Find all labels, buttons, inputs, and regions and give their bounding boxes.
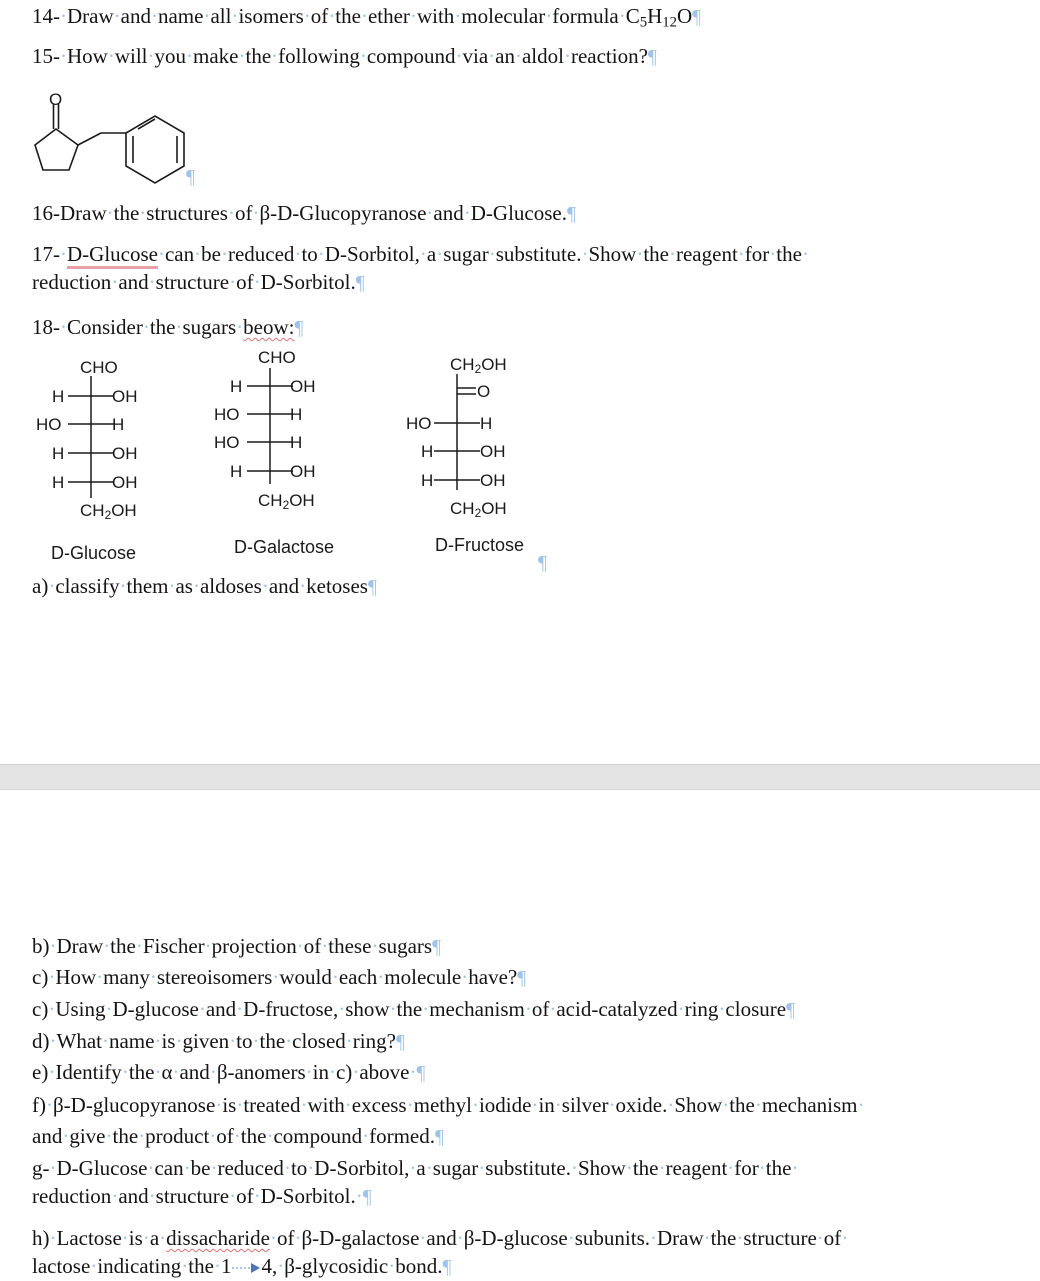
space-mark: · bbox=[305, 1060, 313, 1084]
space-mark: · bbox=[215, 1093, 223, 1117]
space-mark: · bbox=[488, 44, 496, 68]
pilcrow-mark: ¶ bbox=[647, 46, 657, 68]
space-mark: · bbox=[252, 201, 260, 225]
space-mark: · bbox=[119, 574, 127, 598]
pilcrow-mark: ¶ bbox=[186, 166, 196, 188]
space-mark: · bbox=[48, 965, 56, 989]
space-mark: · bbox=[307, 1156, 315, 1180]
space-mark: · bbox=[238, 44, 246, 68]
space-mark: · bbox=[271, 44, 279, 68]
ketone-oxygen-label: O bbox=[49, 90, 63, 109]
space-mark: · bbox=[737, 242, 745, 266]
space-mark: · bbox=[142, 1226, 150, 1250]
space-mark: · bbox=[231, 4, 239, 28]
space-mark: · bbox=[227, 201, 235, 225]
space-mark: · bbox=[261, 574, 269, 598]
fructose-c4-right: OH bbox=[480, 442, 506, 461]
space-mark: · bbox=[277, 1254, 285, 1278]
space-mark: · bbox=[269, 1226, 277, 1250]
part-f-line-1: f)·β-D-glucopyranose·is·treated·with·excess·methyl·iodide·in·silver·oxide.·Show·the·mechanism· bbox=[32, 1093, 865, 1117]
space-mark: · bbox=[422, 997, 430, 1021]
spelling-flag: beow: bbox=[243, 315, 295, 339]
space-mark: · bbox=[96, 965, 104, 989]
space-mark: · bbox=[454, 4, 462, 28]
space-mark: · bbox=[352, 1060, 360, 1084]
space-mark: · bbox=[49, 934, 57, 958]
space-mark: · bbox=[210, 1156, 218, 1180]
space-mark: · bbox=[317, 242, 325, 266]
space-mark: · bbox=[48, 997, 56, 1021]
space-mark: · bbox=[181, 1254, 189, 1278]
space-mark: · bbox=[331, 965, 339, 989]
space-mark: · bbox=[229, 1029, 237, 1053]
glucose-c5-right: OH bbox=[112, 473, 138, 492]
space-mark: · bbox=[344, 1093, 352, 1117]
space-mark: · bbox=[236, 997, 244, 1021]
part-h-line-1: h)·Lactose·is·a·dissacharide·of·β-D-galactose·and·β-D-glucose·subunits.·Draw·the·structure·of· bbox=[32, 1226, 849, 1250]
space-mark: · bbox=[455, 44, 463, 68]
space-mark: · bbox=[425, 1156, 433, 1180]
space-mark: · bbox=[48, 574, 56, 598]
space-mark: · bbox=[791, 1156, 799, 1180]
space-mark: · bbox=[736, 1226, 744, 1250]
space-mark: · bbox=[142, 315, 150, 339]
space-mark: · bbox=[105, 1124, 113, 1148]
space-mark: · bbox=[303, 4, 311, 28]
question-18: 18-·Consider·the·sugars·beow:¶ bbox=[32, 315, 304, 339]
space-mark: · bbox=[563, 44, 571, 68]
space-mark: · bbox=[345, 1029, 353, 1053]
space-mark: · bbox=[625, 1156, 633, 1180]
space-mark: · bbox=[841, 1226, 849, 1250]
space-mark: · bbox=[294, 242, 302, 266]
galactose-name: D-Galactose bbox=[234, 537, 335, 557]
fructose-c3-left: HO bbox=[406, 414, 432, 433]
space-mark: · bbox=[461, 965, 469, 989]
space-mark: · bbox=[514, 44, 522, 68]
question-15: 15-·How·will·you·make·the·following·compound·via·an·aldol·reaction?¶ bbox=[32, 44, 657, 68]
space-mark: · bbox=[426, 201, 434, 225]
space-mark: · bbox=[388, 1254, 396, 1278]
galactose-c2-left: H bbox=[230, 377, 243, 396]
pilcrow-mark: ¶ bbox=[442, 1256, 452, 1278]
space-mark: · bbox=[328, 1060, 336, 1084]
glucose-bottom: $CH_2OH$ bbox=[80, 501, 137, 522]
space-mark: · bbox=[524, 997, 532, 1021]
space-mark: · bbox=[549, 997, 557, 1021]
space-mark: · bbox=[296, 934, 304, 958]
space-mark: · bbox=[209, 1124, 217, 1148]
space-mark: · bbox=[328, 4, 336, 28]
space-mark: · bbox=[236, 1093, 244, 1117]
space-mark: · bbox=[371, 934, 379, 958]
galactose-c3-right: H bbox=[290, 405, 303, 424]
space-mark: · bbox=[101, 1029, 109, 1053]
page-break-divider bbox=[0, 764, 1040, 790]
space-mark: · bbox=[150, 4, 158, 28]
glucose-c3-right: H bbox=[112, 415, 125, 434]
space-mark: · bbox=[554, 1093, 562, 1117]
space-mark: · bbox=[703, 1226, 711, 1250]
galactose-top: CHO bbox=[258, 348, 296, 367]
part-g-line-2: reduction·and·structure·of·D-Sorbitol.·¶ bbox=[32, 1184, 372, 1208]
galactose-c5-right: OH bbox=[290, 462, 316, 481]
glucose-c4-right: OH bbox=[112, 444, 138, 463]
space-mark: · bbox=[154, 1060, 162, 1084]
space-mark: · bbox=[545, 4, 553, 28]
space-mark: · bbox=[355, 1184, 363, 1208]
space-mark: · bbox=[321, 934, 329, 958]
galactose-bottom: $CH_2OH$ bbox=[258, 491, 315, 512]
space-mark: · bbox=[154, 1029, 162, 1053]
pilcrow-mark: ¶ bbox=[538, 552, 548, 574]
space-mark: · bbox=[229, 1184, 237, 1208]
question-14: $14-\cdot Draw\cdot and\cdot name\cdot all\cdot isomers\cdot of\cdot the\cdot ether\cdot with\cdot molecular\cdot formula\cdot C_5H_{12}O\P$ bbox=[32, 4, 702, 31]
space-mark: · bbox=[801, 242, 809, 266]
question-16: 16-Draw·the·structures·of·β-D-Glucopyranose·and·D-Glucose.¶ bbox=[32, 201, 577, 225]
space-mark: · bbox=[677, 997, 685, 1021]
space-mark: · bbox=[148, 1184, 156, 1208]
pilcrow-mark: ¶ bbox=[517, 967, 527, 989]
part-e: e)·Identify·the·α·and·β-anomers·in·c)·above·¶ bbox=[32, 1060, 426, 1084]
space-mark: · bbox=[186, 44, 194, 68]
space-mark: · bbox=[252, 1029, 260, 1053]
space-mark: · bbox=[203, 4, 211, 28]
pilcrow-mark: ¶ bbox=[432, 936, 442, 958]
space-mark: · bbox=[769, 242, 777, 266]
space-mark: · bbox=[758, 1156, 766, 1180]
pilcrow-mark: ¶ bbox=[435, 1126, 445, 1148]
fructose-c5-left: H bbox=[421, 471, 434, 490]
space-mark: · bbox=[62, 1124, 70, 1148]
part-c1: c)·How·many·stereoisomers·would·each·molecule·have?¶ bbox=[32, 965, 527, 989]
galactose-c3-left: HO bbox=[214, 405, 240, 424]
space-mark: · bbox=[436, 242, 444, 266]
space-mark: · bbox=[60, 242, 67, 266]
space-mark: · bbox=[48, 1060, 56, 1084]
glucose-name: D-Glucose bbox=[51, 543, 137, 563]
space-mark: · bbox=[60, 44, 67, 68]
space-mark: · bbox=[471, 1093, 479, 1117]
glucose-c5-left: H bbox=[52, 473, 65, 492]
space-mark: · bbox=[463, 201, 471, 225]
space-mark: · bbox=[46, 1093, 53, 1117]
space-mark: · bbox=[105, 997, 113, 1021]
space-mark: · bbox=[168, 574, 176, 598]
galactose-c5-left: H bbox=[230, 462, 243, 481]
galactose-c4-right: H bbox=[290, 433, 303, 452]
space-mark: · bbox=[113, 4, 121, 28]
space-mark: · bbox=[718, 997, 726, 1021]
glucose-c3-left: HO bbox=[36, 415, 62, 434]
space-mark: · bbox=[294, 1226, 302, 1250]
space-mark: · bbox=[567, 1226, 575, 1250]
glucose-c2-right: OH bbox=[112, 387, 138, 406]
space-mark: · bbox=[149, 965, 157, 989]
arrow-icon bbox=[231, 1261, 261, 1275]
fructose-c4-left: H bbox=[421, 442, 434, 461]
space-mark: · bbox=[213, 1254, 221, 1278]
fructose-bottom: $CH_2OH$ bbox=[450, 499, 507, 520]
galactose-c2-right: OH bbox=[290, 377, 316, 396]
pilcrow-mark: ¶ bbox=[355, 272, 365, 294]
space-mark: · bbox=[754, 1093, 762, 1117]
space-mark: · bbox=[338, 997, 346, 1021]
space-mark: · bbox=[266, 1124, 274, 1148]
part-a: a)·classify·them·as·aldoses·and·ketoses¶ bbox=[32, 574, 378, 598]
pilcrow-mark: ¶ bbox=[294, 317, 304, 339]
space-mark: · bbox=[183, 1156, 191, 1180]
space-mark: · bbox=[157, 242, 165, 266]
space-mark: · bbox=[121, 1226, 129, 1250]
fructose-name: D-Fructose bbox=[435, 535, 525, 555]
space-mark: · bbox=[389, 997, 397, 1021]
pilcrow-mark: ¶ bbox=[786, 999, 796, 1021]
space-mark: · bbox=[618, 4, 626, 28]
space-mark: · bbox=[49, 1029, 57, 1053]
space-mark: · bbox=[377, 965, 385, 989]
space-mark: · bbox=[667, 1093, 675, 1117]
space-mark: · bbox=[409, 1156, 417, 1180]
space-mark: · bbox=[49, 1156, 57, 1180]
pilcrow-mark: ¶ bbox=[566, 203, 577, 225]
fructose-top: $CH_2OH$ bbox=[450, 355, 507, 376]
space-mark: · bbox=[175, 1029, 183, 1053]
space-mark: · bbox=[419, 1226, 427, 1250]
space-mark: · bbox=[531, 1093, 539, 1117]
space-mark: · bbox=[722, 1093, 730, 1117]
question-17-line-1: 17-·D-Glucose·can·be·reduced·to·D-Sorbitol,·a·sugar·substitute.·Show·the·reagent·for·the· bbox=[32, 240, 809, 268]
space-mark: · bbox=[727, 1156, 735, 1180]
pilcrow-mark: ¶ bbox=[416, 1062, 426, 1084]
spelling-flag: dissacharide bbox=[166, 1226, 270, 1250]
part-f-line-2: and·give·the·product·of·the·compound·formed.¶ bbox=[32, 1124, 445, 1148]
space-mark: · bbox=[194, 242, 202, 266]
space-mark: · bbox=[49, 1226, 57, 1250]
space-mark: · bbox=[283, 1156, 291, 1180]
pilcrow-mark: ¶ bbox=[395, 1031, 406, 1053]
space-mark: · bbox=[233, 1124, 241, 1148]
part-h-line-2: lactose·indicating·the·1 4,·β-glycosidic·bond.¶ bbox=[32, 1254, 452, 1278]
space-mark: · bbox=[285, 1029, 293, 1053]
glucose-c2-left: H bbox=[52, 387, 65, 406]
space-mark: · bbox=[272, 965, 280, 989]
space-mark: · bbox=[148, 270, 156, 294]
space-mark: · bbox=[229, 270, 237, 294]
part-b: b)·Draw·the·Fischer·projection·of·these·sugars¶ bbox=[32, 934, 442, 958]
space-mark: · bbox=[636, 242, 644, 266]
space-mark: · bbox=[198, 997, 206, 1021]
spelling-flag: D-Glucose bbox=[67, 242, 158, 269]
glucose-backbone bbox=[60, 376, 120, 506]
fructose-c5-right: OH bbox=[480, 471, 506, 490]
space-mark: · bbox=[360, 4, 368, 28]
space-mark: · bbox=[299, 574, 307, 598]
space-mark: · bbox=[135, 934, 143, 958]
space-mark: · bbox=[103, 934, 111, 958]
space-mark: · bbox=[139, 201, 147, 225]
glucose-c4-left: H bbox=[52, 444, 65, 463]
pilcrow-mark: ¶ bbox=[367, 576, 378, 598]
fructose-carbonyl-o: O bbox=[477, 382, 491, 401]
space-mark: · bbox=[419, 242, 427, 266]
space-mark: · bbox=[570, 1156, 578, 1180]
space-mark: · bbox=[857, 1093, 865, 1117]
space-mark: · bbox=[816, 1226, 824, 1250]
space-mark: · bbox=[236, 315, 244, 339]
galactose-c4-left: HO bbox=[214, 433, 240, 452]
space-mark: · bbox=[409, 4, 417, 28]
space-mark: · bbox=[406, 1093, 414, 1117]
space-mark: · bbox=[362, 1124, 370, 1148]
part-c2: c)·Using·D-glucose·and·D-fructose,·show·the·mechanism·of·acid-catalyzed·ring·closure¶ bbox=[32, 997, 796, 1021]
space-mark: · bbox=[488, 242, 496, 266]
space-mark: · bbox=[111, 1184, 119, 1208]
pilcrow-mark: ¶ bbox=[362, 1186, 372, 1208]
space-mark: · bbox=[608, 1093, 616, 1117]
space-mark: · bbox=[107, 44, 115, 68]
space-mark: · bbox=[111, 270, 119, 294]
space-mark: · bbox=[253, 1184, 261, 1208]
space-mark: · bbox=[147, 1156, 155, 1180]
space-mark: · bbox=[159, 1226, 167, 1250]
question-17-line-2: reduction·and·structure·of·D-Sorbitol.¶ bbox=[32, 270, 365, 294]
space-mark: · bbox=[359, 44, 367, 68]
space-mark: · bbox=[172, 1060, 180, 1084]
space-mark: · bbox=[204, 934, 212, 958]
space-mark: · bbox=[650, 1226, 657, 1250]
space-mark: · bbox=[658, 1156, 666, 1180]
part-d: d)·What·name·is·given·to·the·closed·ring?¶ bbox=[32, 1029, 406, 1053]
space-mark: · bbox=[147, 44, 155, 68]
space-mark: · bbox=[121, 1060, 129, 1084]
space-mark: · bbox=[175, 315, 183, 339]
space-mark: · bbox=[209, 1060, 217, 1084]
space-mark: · bbox=[220, 242, 228, 266]
space-mark: · bbox=[478, 1156, 486, 1180]
space-mark: · bbox=[668, 242, 676, 266]
part-g-line-1: g-·D-Glucose·can·be·reduced·to·D-Sorbitol,·a·sugar·substitute.·Show·the·reagent·for·the· bbox=[32, 1156, 799, 1180]
space-mark: · bbox=[106, 201, 114, 225]
space-mark: · bbox=[253, 270, 261, 294]
space-mark: · bbox=[581, 242, 589, 266]
space-mark: · bbox=[138, 1124, 146, 1148]
space-mark: · bbox=[60, 315, 67, 339]
pilcrow-mark: ¶ bbox=[692, 6, 702, 28]
space-mark: · bbox=[300, 1093, 308, 1117]
space-mark: · bbox=[60, 4, 67, 28]
space-mark: · bbox=[456, 1226, 464, 1250]
space-mark: · bbox=[90, 1254, 98, 1278]
space-mark: · bbox=[409, 1060, 417, 1084]
glucose-top: CHO bbox=[80, 358, 118, 377]
fructose-c3-right: H bbox=[480, 414, 493, 433]
space-mark: · bbox=[192, 574, 200, 598]
